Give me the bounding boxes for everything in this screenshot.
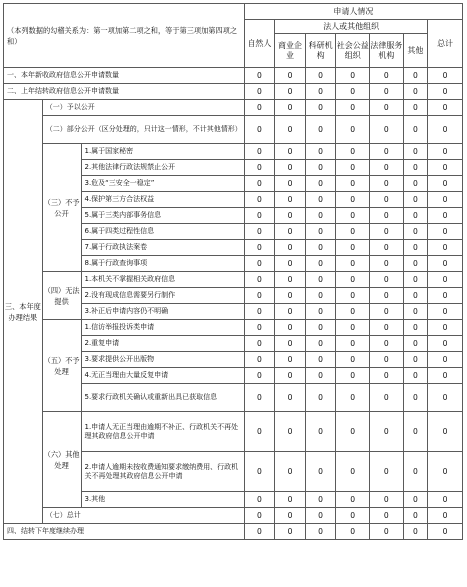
withheld-item-value: 0: [336, 144, 370, 160]
row-label-total: （七）总计: [42, 508, 244, 524]
not-processed-item-label: 4.无正当理由大量反复申请: [81, 368, 244, 384]
new-requests-value: 0: [403, 68, 427, 84]
other-handling-item-value: 0: [305, 452, 336, 492]
grand-total-value: 0: [370, 508, 404, 524]
row-label-next-year: 四、结转下年度继续办理: [4, 524, 245, 540]
partial-value: 0: [403, 116, 427, 144]
withheld-item-value: 0: [275, 208, 306, 224]
not-processed-item-value: 0: [244, 320, 275, 336]
header-applicant-situation: 申请人情况: [244, 4, 462, 20]
withheld-item-value: 0: [428, 176, 463, 192]
other-handling-item-value: 0: [275, 452, 306, 492]
unable-item-label: 1.本机关不掌握相关政府信息: [81, 272, 244, 288]
withheld-item-value: 0: [370, 208, 404, 224]
withheld-item-value: 0: [305, 208, 336, 224]
unable-item-value: 0: [428, 288, 463, 304]
grand-total-value: 0: [428, 508, 463, 524]
withheld-item-value: 0: [244, 240, 275, 256]
table-row: [4, 272, 463, 288]
withheld-item-value: 0: [428, 240, 463, 256]
disclosed-value: 0: [428, 100, 463, 116]
withheld-item-value: 0: [403, 240, 427, 256]
unable-item-value: 0: [403, 272, 427, 288]
unable-item-value: 0: [336, 272, 370, 288]
withheld-item-label: 2.其他法律行政法规禁止公开: [81, 160, 244, 176]
table-row: [4, 84, 463, 100]
new-requests-value: 0: [370, 68, 404, 84]
table-row: [4, 524, 463, 540]
not-processed-item-value: 0: [370, 368, 404, 384]
not-processed-item-value: 0: [305, 320, 336, 336]
carried-over-value: 0: [275, 84, 306, 100]
next-year-value: 0: [403, 524, 427, 540]
withheld-item-value: 0: [305, 144, 336, 160]
withheld-item-value: 0: [305, 192, 336, 208]
other-handling-item-value: 0: [403, 492, 427, 508]
next-year-value: 0: [305, 524, 336, 540]
not-processed-item-value: 0: [370, 320, 404, 336]
carried-over-value: 0: [428, 84, 463, 100]
withheld-item-value: 0: [428, 192, 463, 208]
carried-over-value: 0: [244, 84, 275, 100]
withheld-item-value: 0: [244, 192, 275, 208]
withheld-item-value: 0: [275, 240, 306, 256]
unable-item-value: 0: [275, 304, 306, 320]
other-handling-item-value: 0: [244, 452, 275, 492]
withheld-item-label: 6.属于四类过程性信息: [81, 224, 244, 240]
not-processed-item-value: 0: [275, 368, 306, 384]
withheld-item-value: 0: [428, 144, 463, 160]
withheld-item-value: 0: [305, 224, 336, 240]
withheld-group-label: （三）不予公开: [42, 144, 81, 272]
not-processed-item-label: 1.信访举报投诉类申请: [81, 320, 244, 336]
disclosed-value: 0: [370, 100, 404, 116]
withheld-item-value: 0: [336, 256, 370, 272]
not-processed-item-value: 0: [403, 352, 427, 368]
new-requests-value: 0: [336, 68, 370, 84]
not-processed-item-value: 0: [305, 352, 336, 368]
partial-value: 0: [305, 116, 336, 144]
unable-item-value: 0: [305, 288, 336, 304]
withheld-item-value: 0: [403, 160, 427, 176]
withheld-item-value: 0: [336, 176, 370, 192]
section-results-label: 三、本年度办理结果: [4, 100, 43, 524]
table-row: [4, 144, 463, 160]
table-note: （本列数据的勾稽关系为：第一项加第二项之和，等于第三项加第四项之和）: [4, 4, 245, 68]
withheld-item-value: 0: [370, 256, 404, 272]
disclosed-value: 0: [336, 100, 370, 116]
withheld-item-value: 0: [244, 224, 275, 240]
withheld-item-value: 0: [305, 240, 336, 256]
not-processed-item-value: 0: [244, 384, 275, 412]
grand-total-value: 0: [403, 508, 427, 524]
not-processed-item-value: 0: [428, 336, 463, 352]
withheld-item-value: 0: [336, 240, 370, 256]
withheld-item-value: 0: [370, 192, 404, 208]
not-processed-item-value: 0: [244, 352, 275, 368]
other-handling-item-value: 0: [370, 412, 404, 452]
unable-item-value: 0: [244, 288, 275, 304]
not-processed-item-value: 0: [428, 368, 463, 384]
next-year-value: 0: [336, 524, 370, 540]
unable-item-value: 0: [305, 272, 336, 288]
other-handling-item-value: 0: [275, 412, 306, 452]
withheld-item-value: 0: [370, 224, 404, 240]
withheld-item-value: 0: [370, 160, 404, 176]
withheld-item-label: 3.危及“三安全一稳定”: [81, 176, 244, 192]
other-handling-item-value: 0: [336, 412, 370, 452]
other-handling-item-value: 0: [336, 452, 370, 492]
not-processed-item-value: 0: [370, 352, 404, 368]
not-processed-item-value: 0: [275, 384, 306, 412]
withheld-item-value: 0: [403, 176, 427, 192]
table-row: [4, 508, 463, 524]
table-row: [4, 320, 463, 336]
unable-item-value: 0: [275, 272, 306, 288]
row-label-new-requests: 一、本年新收政府信息公开申请数量: [4, 68, 245, 84]
other-handling-item-value: 0: [275, 492, 306, 508]
not-processed-item-value: 0: [244, 336, 275, 352]
unable-item-value: 0: [403, 304, 427, 320]
withheld-item-value: 0: [275, 256, 306, 272]
withheld-item-label: 7.属于行政执法案卷: [81, 240, 244, 256]
not-processed-item-value: 0: [403, 320, 427, 336]
partial-value: 0: [244, 116, 275, 144]
table-row: [4, 100, 463, 116]
header-legal-service: 法律服务机构: [370, 34, 404, 68]
not-processed-item-value: 0: [336, 320, 370, 336]
header-natural-person: 自然人: [244, 20, 275, 68]
not-processed-item-value: 0: [305, 384, 336, 412]
partial-value: 0: [370, 116, 404, 144]
not-processed-item-value: 0: [336, 384, 370, 412]
not-processed-item-value: 0: [336, 368, 370, 384]
not-processed-item-value: 0: [370, 384, 404, 412]
withheld-item-value: 0: [403, 224, 427, 240]
partial-value: 0: [428, 116, 463, 144]
unable-item-value: 0: [370, 288, 404, 304]
other-handling-item-value: 0: [428, 412, 463, 452]
gov-info-disclosure-table: [3, 3, 463, 540]
unable-group-label: （四）无法提供: [42, 272, 81, 320]
withheld-item-value: 0: [244, 208, 275, 224]
not-processed-item-value: 0: [244, 368, 275, 384]
withheld-item-value: 0: [336, 160, 370, 176]
not-processed-item-label: 5.要求行政机关确认或重新出具已获取信息: [81, 384, 244, 412]
withheld-item-label: 5.属于三类内部事务信息: [81, 208, 244, 224]
unable-item-value: 0: [428, 272, 463, 288]
grand-total-value: 0: [336, 508, 370, 524]
next-year-value: 0: [275, 524, 306, 540]
unable-item-value: 0: [428, 304, 463, 320]
table-row: [4, 68, 463, 84]
not-processed-item-value: 0: [305, 368, 336, 384]
withheld-item-value: 0: [428, 208, 463, 224]
not-processed-item-value: 0: [336, 352, 370, 368]
header-social-welfare: 社会公益组织: [336, 34, 370, 68]
other-handling-item-label: 2.申请人逾期未按收费通知要求缴纳费用、行政机关不再处理其政府信息公开申请: [81, 452, 244, 492]
header-commercial: 商业企业: [275, 34, 306, 68]
other-handling-item-value: 0: [336, 492, 370, 508]
other-handling-item-label: 3.其他: [81, 492, 244, 508]
not-processed-group-label: （五）不予处理: [42, 320, 81, 412]
withheld-item-value: 0: [370, 240, 404, 256]
withheld-item-value: 0: [275, 176, 306, 192]
withheld-item-value: 0: [244, 160, 275, 176]
other-handling-item-value: 0: [403, 452, 427, 492]
unable-item-value: 0: [370, 272, 404, 288]
withheld-item-value: 0: [275, 160, 306, 176]
other-handling-item-value: 0: [370, 492, 404, 508]
other-handling-item-value: 0: [428, 492, 463, 508]
other-handling-item-value: 0: [370, 452, 404, 492]
withheld-item-label: 8.属于行政查询事项: [81, 256, 244, 272]
row-label-partial: （二）部分公开（区分处理的，只计这一情形，不计其他情形）: [42, 116, 244, 144]
other-handling-item-value: 0: [305, 412, 336, 452]
grand-total-value: 0: [305, 508, 336, 524]
unable-item-label: 2.没有现成信息需要另行制作: [81, 288, 244, 304]
unable-item-value: 0: [244, 272, 275, 288]
withheld-item-value: 0: [336, 224, 370, 240]
carried-over-value: 0: [336, 84, 370, 100]
new-requests-value: 0: [244, 68, 275, 84]
withheld-item-value: 0: [428, 224, 463, 240]
unable-item-value: 0: [336, 304, 370, 320]
withheld-item-value: 0: [305, 256, 336, 272]
new-requests-value: 0: [305, 68, 336, 84]
grand-total-value: 0: [244, 508, 275, 524]
other-handling-group-label: （六）其他处理: [42, 412, 81, 508]
withheld-item-value: 0: [428, 256, 463, 272]
withheld-item-value: 0: [370, 144, 404, 160]
withheld-item-value: 0: [305, 176, 336, 192]
not-processed-item-value: 0: [403, 384, 427, 412]
unable-item-value: 0: [275, 288, 306, 304]
other-handling-item-value: 0: [403, 412, 427, 452]
not-processed-item-value: 0: [275, 336, 306, 352]
partial-value: 0: [336, 116, 370, 144]
other-handling-item-value: 0: [428, 452, 463, 492]
header-research: 科研机构: [305, 34, 336, 68]
withheld-item-value: 0: [336, 192, 370, 208]
withheld-item-value: 0: [275, 144, 306, 160]
next-year-value: 0: [428, 524, 463, 540]
table-row: [4, 116, 463, 144]
other-handling-item-label: 1.申请人无正当理由逾期不补正、行政机关不再处理其政府信息公开申请: [81, 412, 244, 452]
disclosed-value: 0: [403, 100, 427, 116]
withheld-item-value: 0: [428, 160, 463, 176]
next-year-value: 0: [370, 524, 404, 540]
not-processed-item-value: 0: [428, 384, 463, 412]
not-processed-item-value: 0: [275, 352, 306, 368]
withheld-item-label: 4.保护第三方合法权益: [81, 192, 244, 208]
unable-item-value: 0: [336, 288, 370, 304]
new-requests-value: 0: [428, 68, 463, 84]
new-requests-value: 0: [275, 68, 306, 84]
not-processed-item-value: 0: [403, 368, 427, 384]
row-label-disclosed: （一）予以公开: [42, 100, 244, 116]
other-handling-item-value: 0: [305, 492, 336, 508]
not-processed-item-label: 3.要求提供公开出版物: [81, 352, 244, 368]
not-processed-item-value: 0: [428, 320, 463, 336]
not-processed-item-value: 0: [370, 336, 404, 352]
unable-item-value: 0: [305, 304, 336, 320]
not-processed-item-value: 0: [428, 352, 463, 368]
carried-over-value: 0: [403, 84, 427, 100]
not-processed-item-value: 0: [275, 320, 306, 336]
header-total: 总计: [428, 20, 463, 68]
not-processed-item-value: 0: [336, 336, 370, 352]
withheld-item-label: 1.属于国家秘密: [81, 144, 244, 160]
withheld-item-value: 0: [403, 208, 427, 224]
withheld-item-value: 0: [244, 144, 275, 160]
not-processed-item-value: 0: [305, 336, 336, 352]
withheld-item-value: 0: [244, 256, 275, 272]
table-row: [4, 412, 463, 452]
partial-value: 0: [275, 116, 306, 144]
carried-over-value: 0: [370, 84, 404, 100]
carried-over-value: 0: [305, 84, 336, 100]
withheld-item-value: 0: [244, 176, 275, 192]
unable-item-value: 0: [403, 288, 427, 304]
header-legal-group: 法人或其他组织: [275, 20, 428, 34]
grand-total-value: 0: [275, 508, 306, 524]
header-other: 其他: [403, 34, 427, 68]
not-processed-item-value: 0: [403, 336, 427, 352]
withheld-item-value: 0: [275, 192, 306, 208]
unable-item-value: 0: [244, 304, 275, 320]
withheld-item-value: 0: [403, 256, 427, 272]
withheld-item-value: 0: [403, 192, 427, 208]
disclosed-value: 0: [305, 100, 336, 116]
other-handling-item-value: 0: [244, 492, 275, 508]
withheld-item-value: 0: [305, 160, 336, 176]
withheld-item-value: 0: [403, 144, 427, 160]
withheld-item-value: 0: [370, 176, 404, 192]
withheld-item-value: 0: [336, 208, 370, 224]
unable-item-label: 3.补正后申请内容仍不明确: [81, 304, 244, 320]
row-label-carried-over: 二、上年结转政府信息公开申请数量: [4, 84, 245, 100]
other-handling-item-value: 0: [244, 412, 275, 452]
withheld-item-value: 0: [275, 224, 306, 240]
unable-item-value: 0: [370, 304, 404, 320]
disclosed-value: 0: [275, 100, 306, 116]
disclosed-value: 0: [244, 100, 275, 116]
next-year-value: 0: [244, 524, 275, 540]
not-processed-item-label: 2.重复申请: [81, 336, 244, 352]
